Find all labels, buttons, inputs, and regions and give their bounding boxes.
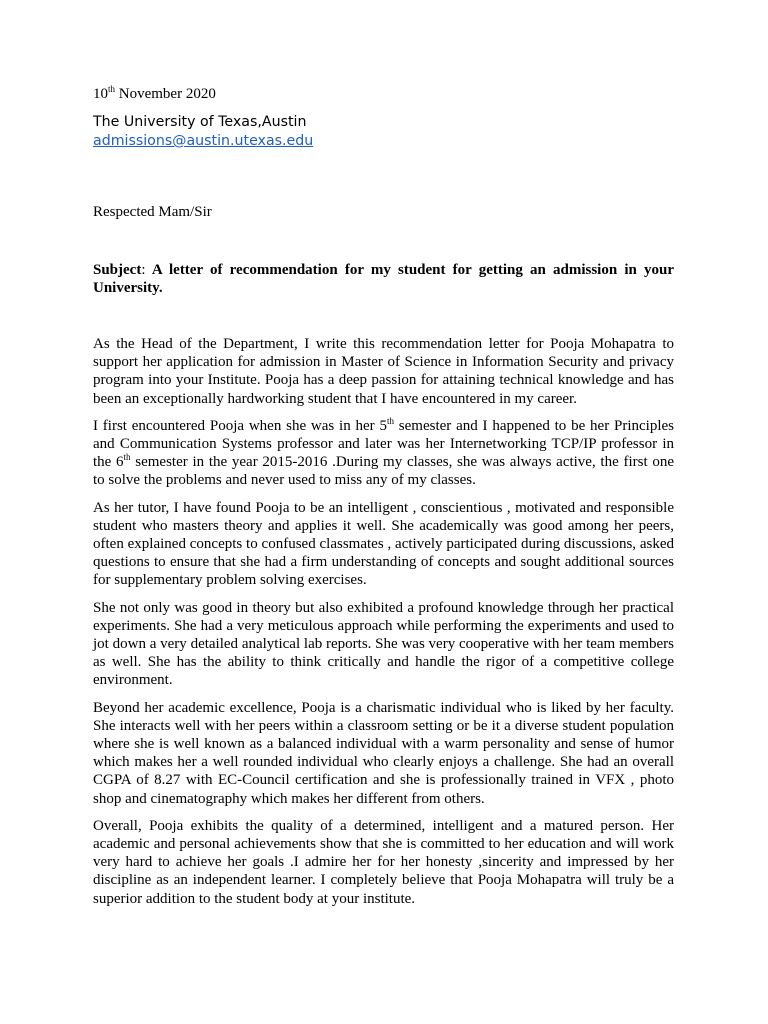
letter-body xyxy=(93,335,674,908)
subject-text: A letter of recommendation for my student for getting an admission in your University. xyxy=(93,262,674,296)
salutation: Respected Mam/Sir xyxy=(93,204,212,220)
recommendation-letter xyxy=(93,84,674,917)
p2-part-b: semester and I happened to be her Principles and Communication Systems professor and later was her Internetworking TCP/IP professor in the 6 xyxy=(93,417,674,471)
paragraph-practical: She not only was good in theory but also exhibited a profound knowledge through her practical experiments. She had a very meticulous approach while performing the experiments and used to jot down a very detailed analytical lab reports. She was very cooperative with her team members as well. She has the ability to think critically and handle the rigor of a competitive college environment. xyxy=(93,599,674,689)
recipient-email-link[interactable]: admissions@austin.utexas.edu xyxy=(93,133,314,149)
paragraph-introduction: As the Head of the Department, I write this recommendation letter for Pooja Mohapatra to support her application for admission in Master of Science in Information Security and privacy program into your Institute. Pooja has a deep passion for attaining technical knowledge and has been an exceptionally hardworking student that I have encountered in my career. xyxy=(93,336,674,407)
subject-label: Subject xyxy=(93,262,142,278)
paragraph-first-encounter xyxy=(93,417,674,490)
paragraph-tutor: As her tutor, I have found Pooja to be an intelligent , conscientious , motivated and responsible student who masters theory and applies it well. She academically was good among her peers, often explained concepts to confused classmates , actively participated during discussions, asked questions to ensure that she had a firm understanding of concepts and sought additional sources for supplementary problem solving exercises. xyxy=(93,499,674,589)
recipient-block xyxy=(93,113,674,151)
p2-sup-a: th xyxy=(386,415,394,426)
date-day: 10 xyxy=(93,86,108,102)
p2-part-c: semester in the year 2015-2016 .During my classes, she was always active, the first one to solve the problems and never used to miss any of my classes. xyxy=(93,454,674,489)
p2-part-a: I first encountered Pooja when she was in her 5 xyxy=(93,417,387,434)
subject-line xyxy=(93,261,674,297)
letter-date xyxy=(93,84,674,105)
p2-sup-b: th xyxy=(123,452,131,463)
paragraph-conclusion: Overall, Pooja exhibits the quality of a determined, intelligent and a matured person. Her academic and personal achievements show that she is committed to her education and will work very hard to achieve her goals .I admire her for her honesty ,sincerity and impressed by her discipline as an independent learner. I completely believe that Pooja Mohapatra will truly be a superior addition to the student body at your institute. xyxy=(93,817,674,907)
paragraph-personality: Beyond her academic excellence, Pooja is a charismatic individual who is liked by her faculty. She interacts well with her peers within a classroom setting or be it a diverse student population where she is well known as a balanced individual with a warm personality and sense of humor which makes her a well rounded individual who clearly enjoys a challenge. She had an overall CGPA of 8.27 with EC-Council certification and she is professionally trained in VFX , photo shop and cinematography which makes her different from others. xyxy=(93,699,674,807)
date-month-year: November 2020 xyxy=(115,86,216,102)
subject-colon: : xyxy=(141,262,146,278)
date-day-suffix: th xyxy=(108,84,116,94)
recipient-name: The University of Texas,Austin xyxy=(93,114,307,130)
